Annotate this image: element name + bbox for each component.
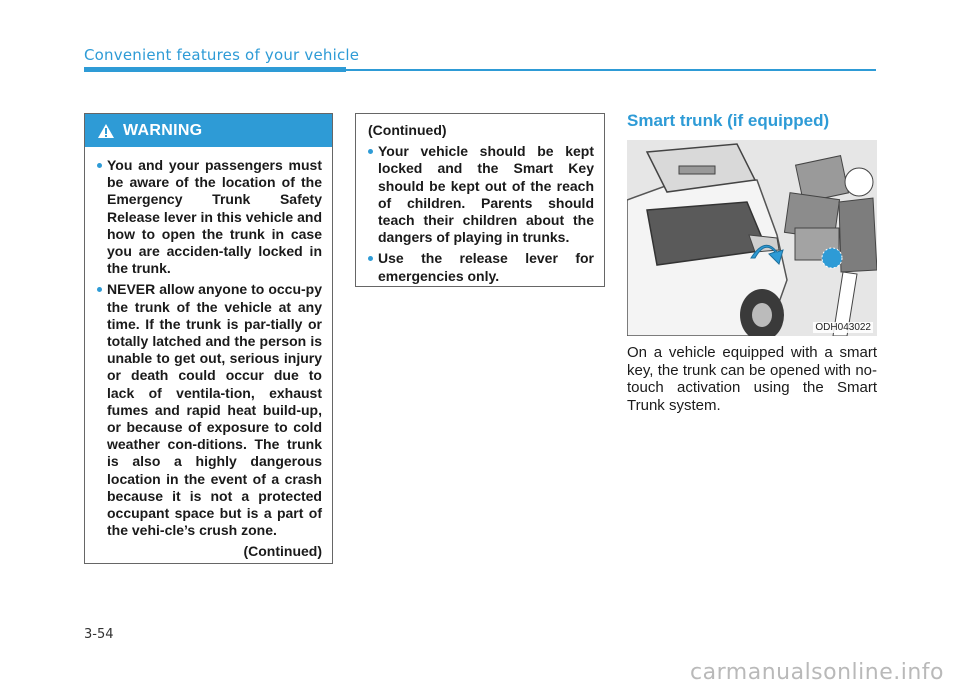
continued-bullet: Your vehicle should be kept locked and the Smart Key should be kept out of the reach of children. Parents should teach their children about the dangers of playing in trunks. [368,143,594,246]
continued-body [356,114,604,285]
continued-warning-box [355,113,605,287]
warning-bullet: NEVER allow anyone to occu-py the trunk of the vehicle at any time. If the trunk is par-tially or totally latched and the person is unable to get out, serious injury or death could occur due to lack of ventila-tion, exhaust fumes and rapid heat build-up, or because of exposure to cold weather con-ditions. The trunk is also a highly dangerous location in the event of a crash because it is not a protected occupant space but is a part of the vehi-cle’s crush zone. [97,281,322,539]
warning-continued-label: (Continued) [243,543,322,560]
smart-trunk-heading: Smart trunk (if equipped) [627,111,830,130]
section-title-bar [84,67,346,72]
page-number: 3-54 [84,627,114,642]
smart-trunk-illustration [627,140,877,336]
warning-triangle-icon [97,123,115,139]
image-code: ODH043022 [815,322,871,333]
warning-box [84,113,333,564]
watermark: carmanualsonline.info [690,660,944,685]
warning-body [85,147,332,561]
smart-trunk-paragraph: On a vehicle equipped with a smart key, the trunk can be opened with no-touch activation using the Smart Trunk system. [627,344,877,414]
section-title-rule [346,69,876,71]
warning-header [85,114,332,147]
continued-title: (Continued) [368,122,447,138]
section-title: Convenient features of your vehicle [84,46,360,64]
warning-title: WARNING [123,121,203,139]
car-trunk-illustration [627,140,877,336]
warning-bullet: You and your passengers must be aware of the location of the Emergency Trunk Safety Release lever in this vehicle and how to open the trunk in case you are acciden-tally locked in the trunk. [97,157,322,277]
continued-bullet: Use the release lever for emergencies only. [368,250,594,284]
